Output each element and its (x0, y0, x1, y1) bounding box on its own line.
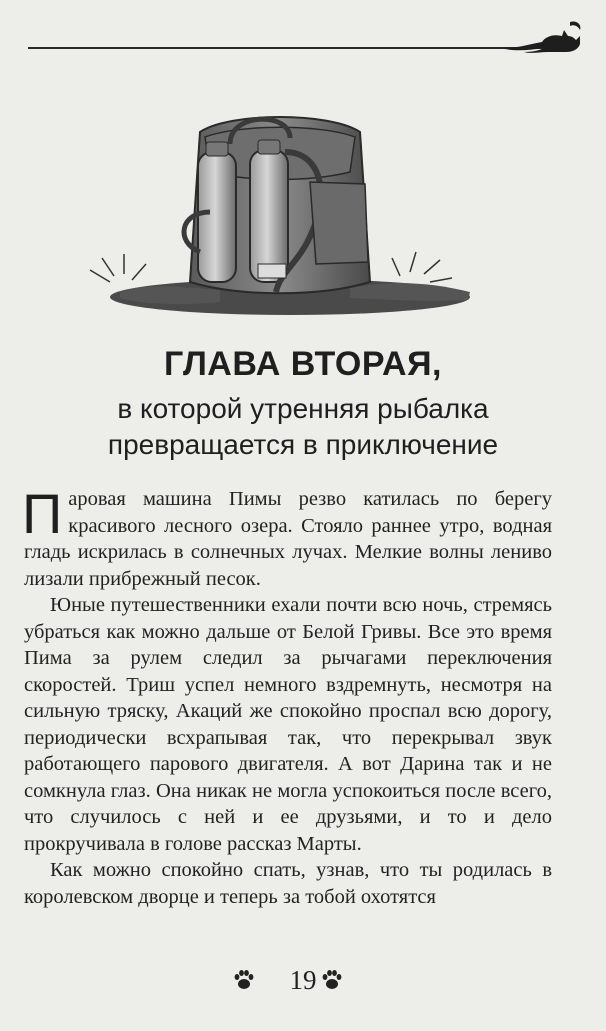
steam-backpack-illustration (80, 92, 500, 327)
cat-silhouette-icon (500, 8, 590, 58)
chapter-title: ГЛАВА ВТОРАЯ, (164, 345, 442, 383)
body-text (22, 482, 552, 910)
paragraph-2: Юные путешественники ехали почти всю ночь, стремясь убраться как можно дальше от Белой Гривы. Все это время Пима за рулем следил за рычагами переключения скоростей. Триш успел немного вздремнуть, несмотря на сильную тряску, Акаций же спокойно проспал всю дорогу, периодически всхрапывая так, что перекрывал звук работающего парового двигателя. А вот Дарина так и не сомкнула глаз. Она никак не могла успокоиться после всего, что случилось с ней и ее друзьями, и то и дело прокручивала в голове рассказ Марты. (24, 594, 552, 855)
paragraph-1 (22, 482, 552, 592)
drop-cap: П (22, 482, 63, 545)
page-number: 19 (289, 965, 317, 995)
paragraph-1-text: аровая машина Пимы резво катилась по берегу красивого лесного озера. Стояло раннее утро, водная гладь искрилась в солнечных лучах. Мелкие волны лениво лизали прибрежный песок. (24, 488, 552, 590)
paragraph-3: Как можно спокойно спать, узнав, что ты родилась в королевском дворце и теперь за тобой охотятся (24, 859, 552, 908)
chapter-subtitle-line-1: в которой утренняя рыбалка (117, 393, 489, 424)
paw-print-icon (320, 968, 344, 992)
top-rule (28, 47, 548, 49)
chapter-subtitle-line-2: превращается в приключение (107, 429, 499, 460)
